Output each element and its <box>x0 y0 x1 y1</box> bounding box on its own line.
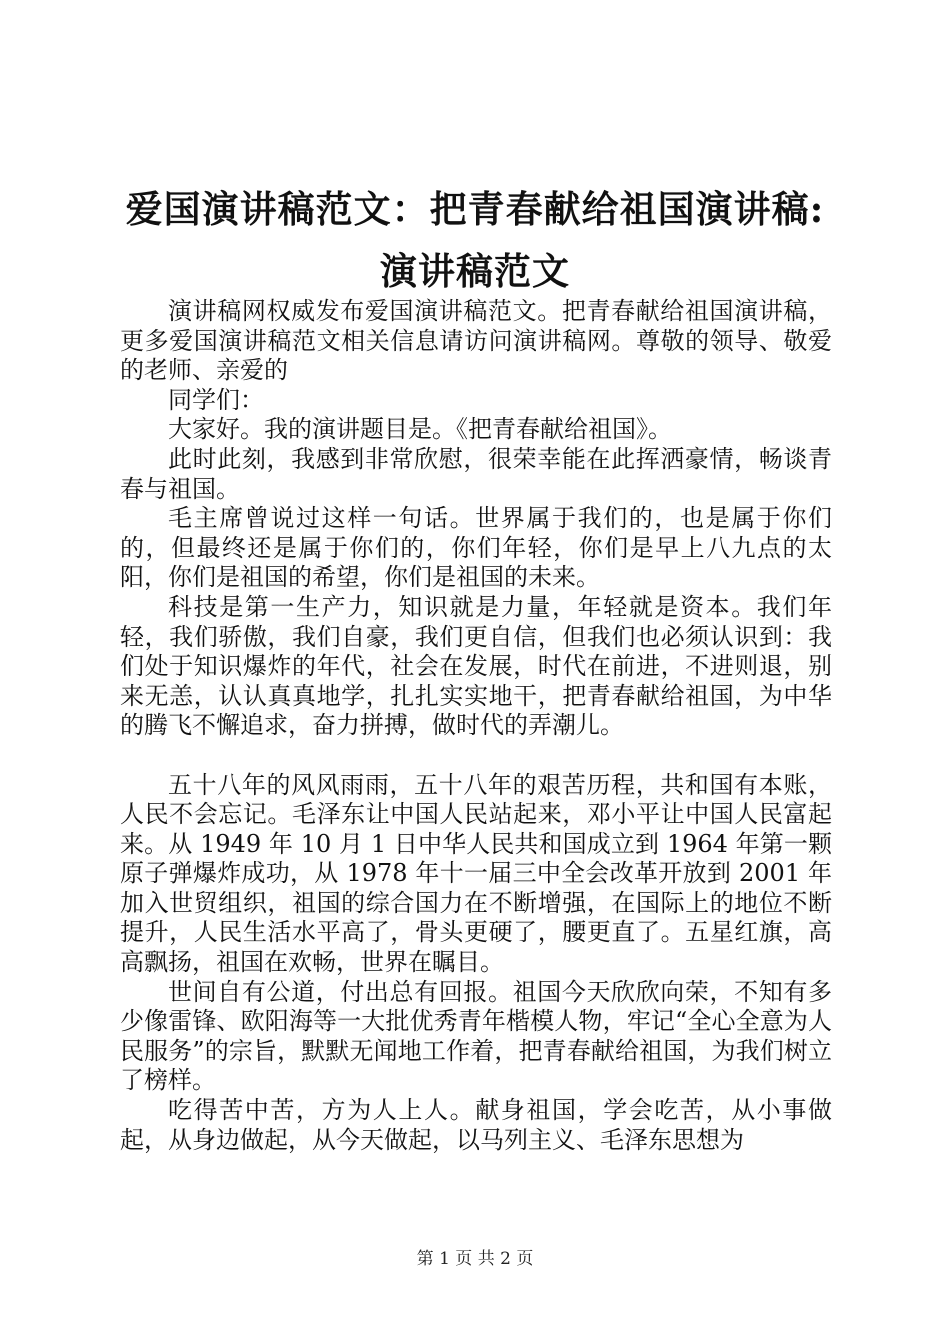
paragraph: 演讲稿网权威发布爱国演讲稿范文。把青春献给祖国演讲稿，更多爱国演讲稿范文相关信息请访问演讲稿网。尊敬的领导、敬爱的老师、亲爱的 <box>120 297 832 385</box>
paragraph: 科技是第一生产力，知识就是力量，年轻就是资本。我们年轻，我们骄傲，我们自豪，我们更自信，但我们也必须认识到：我们处于知识爆炸的年代，社会在发展，时代在前进，不进则退，别来无恙，认认真真地学，扎扎实实地干，把青春献给祖国，为中华的腾飞不懈追求，奋力拼搏，做时代的弄潮儿。 <box>120 592 832 740</box>
paragraph: 毛主席曾说过这样一句话。世界属于我们的，也是属于你们的，但最终还是属于你们的，你们年轻，你们是早上八九点的太阳，你们是祖国的希望，你们是祖国的未来。 <box>120 504 832 592</box>
paragraph: 吃得苦中苦，方为人上人。献身祖国，学会吃苦，从小事做起，从身边做起，从今天做起，以马列主义、毛泽东思想为 <box>120 1096 832 1154</box>
document-title: 爱国演讲稿范文：把青春献给祖国演讲稿:演讲稿范文 <box>125 187 825 293</box>
paragraph: 大家好。我的演讲题目是。《把青春献给祖国》。 <box>168 415 672 444</box>
paragraph: 五十八年的风风雨雨，五十八年的艰苦历程，共和国有本账，人民不会忘记。毛泽东让中国人民站起来，邓小平让中国人民富起来。从 1949 年 10 月 1 日中华人民共和国成立到 1964 年第一颗原子弹爆炸成功，从 1978 年十一届三中全会改革开放到 2001 年加入世贸组织，祖国的综合国力在不断增强，在国际上的地位不断提升，人民生活水平高了，骨头更硬了，腰更直了。五星红旗，高高飘扬，祖国在欢畅，世界在瞩目。 <box>120 770 832 977</box>
paragraph: 世间自有公道，付出总有回报。祖国今天欣欣向荣，不知有多少像雷锋、欧阳海等一大批优秀青年楷模人物，牢记“全心全意为人民服务”的宗旨，默默无闻地工作着，把青春献给祖国，为我们树立了榜样。 <box>120 977 832 1095</box>
document-body <box>120 297 832 1155</box>
paragraph: 此时此刻，我感到非常欣慰，很荣幸能在此挥洒豪情，畅谈青春与祖国。 <box>120 444 832 503</box>
page-footer: 第 1 页 共 2 页 <box>416 1249 534 1269</box>
paragraph: 同学们： <box>168 385 264 414</box>
